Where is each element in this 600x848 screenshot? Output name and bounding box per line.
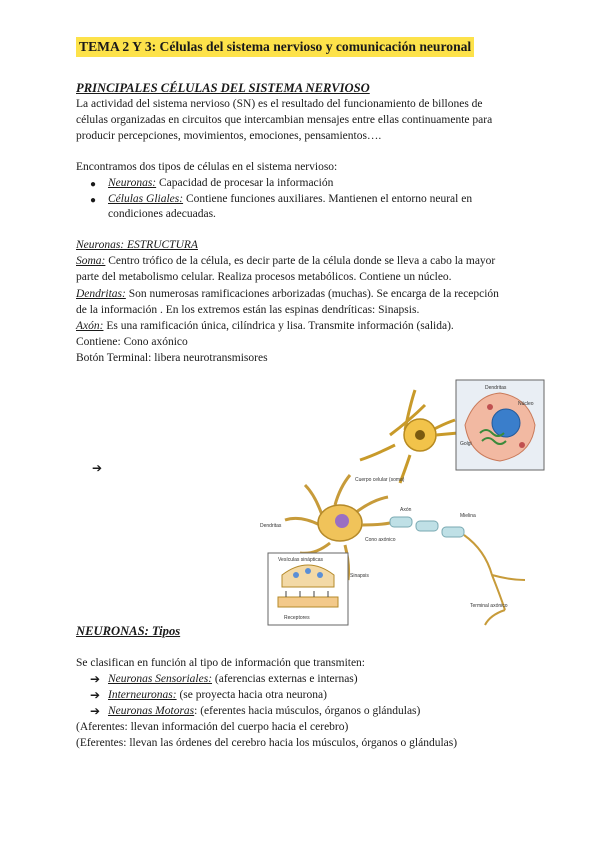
intro-line-2: células organizadas en circuitos que intercambian mensajes entre ellas continuamente para (76, 114, 493, 126)
dendritas-term: Dendritas: (76, 288, 126, 300)
cell-inset (456, 380, 544, 470)
dendritas-line-2: de la información . En los extremos están las espinas dendríticas: Sinapsis. (76, 304, 420, 316)
tipo-text: : (eferentes hacia músculos, órganos o glándulas) (194, 705, 421, 717)
boton-line: Botón Terminal: libera neurotransmisores (76, 352, 268, 364)
neuron-figure (260, 375, 550, 630)
label-synapse: Sinapsis (350, 573, 369, 579)
list-arrow: ➔ (90, 688, 101, 702)
tipos-heading: NEURONAS: Tipos (76, 624, 181, 638)
inset-label-top: Dendritas (485, 385, 507, 391)
list-arrow: ➔ (90, 672, 101, 686)
label-soma: Cuerpo celular (soma) (355, 477, 405, 483)
axon-text: Es una ramificación única, cilíndrica y lisa. Transmite información (salida). (103, 320, 454, 332)
neuron-photo (360, 390, 458, 483)
bullet-neuronas (108, 176, 333, 191)
document-title: TEMA 2 Y 3: Células del sistema nervioso y comunicación neuronal (76, 37, 474, 57)
label-myelin: Mielina (460, 513, 476, 519)
axon-term: Axón: (76, 320, 104, 332)
bullet-text: Contiene funciones auxiliares. Mantienen el entorno neural en (183, 193, 473, 205)
types-intro: Encontramos dos tipos de células en el sistema nervioso: (76, 161, 338, 173)
tipo-term: Neuronas Motoras (108, 705, 195, 717)
note-aferentes: (Aferentes: llevan información del cuerpo hacia el cerebro) (76, 721, 349, 733)
soma-line-1 (76, 254, 495, 269)
tipo-term: Neuronas Sensoriales: (108, 673, 213, 685)
intro-line-1: La actividad del sistema nervioso (SN) es el resultado del funcionamiento de billones de (76, 98, 483, 110)
dendritas-line-1 (76, 287, 499, 302)
intro-line-3: producir percepciones, movimientos, emociones, pensamientos…. (76, 130, 382, 142)
figure-arrow: ➔ (92, 461, 103, 475)
section-heading-principales: PRINCIPALES CÉLULAS DEL SISTEMA NERVIOSO (76, 81, 370, 95)
inset-label-nucleus: Núcleo (518, 401, 534, 407)
list-arrow: ➔ (90, 704, 101, 718)
inset-label-golgi: Golgi (460, 441, 472, 447)
tipo-item-motoras (108, 704, 420, 719)
soma-text: Centro trófico de la célula, es decir parte de la célula donde se lleva a cabo la mayor (105, 255, 496, 267)
tipos-intro: Se clasifican en función al tipo de información que transmiten: (76, 657, 366, 669)
tipo-item-interneuronas (108, 688, 327, 703)
label-cone: Cono axónico (365, 537, 396, 543)
bullet-term: Neuronas: (108, 177, 157, 189)
synapse-inset (268, 553, 369, 625)
axon-line (76, 319, 454, 334)
note-eferentes: (Eferentes: llevan las órdenes del cerebro hacia los músculos, órganos o glándulas) (76, 737, 458, 749)
bullet-dot: ● (90, 179, 97, 190)
estructura-heading: Neuronas: ESTRUCTURA (76, 239, 198, 251)
title-block (76, 37, 524, 59)
tipo-item-sensoriales (108, 672, 358, 687)
dendritas-text: Son numerosas ramificaciones arborizadas (muchas). Se encarga de la recepción (125, 288, 499, 300)
label-receptor: Receptores (284, 615, 310, 621)
bullet-gliales-cont: condiciones adecuadas. (108, 208, 216, 220)
tipo-text: (se proyecta hacia otra neurona) (176, 689, 327, 701)
bullet-gliales (108, 192, 472, 207)
label-vesicles: Vesículas sinápticas (278, 557, 324, 563)
bullet-dot: ● (90, 195, 97, 206)
bullet-text: Capacidad de procesar la información (156, 177, 334, 189)
bullet-term: Células Gliales: (108, 193, 184, 205)
soma-line-2: parte del metabolismo celular. Realiza procesos metabólicos. Contiene un núcleo. (76, 271, 452, 283)
tipo-text: (aferencias externas e internas) (212, 673, 358, 685)
label-terminal: Terminal axónico (470, 603, 508, 609)
contiene-line: Contiene: Cono axónico (76, 336, 188, 348)
label-axon: Axón (400, 507, 412, 513)
tipo-term: Interneuronas: (108, 689, 177, 701)
label-dendrites: Dendritas (260, 523, 282, 529)
soma-term: Soma: (76, 255, 106, 267)
